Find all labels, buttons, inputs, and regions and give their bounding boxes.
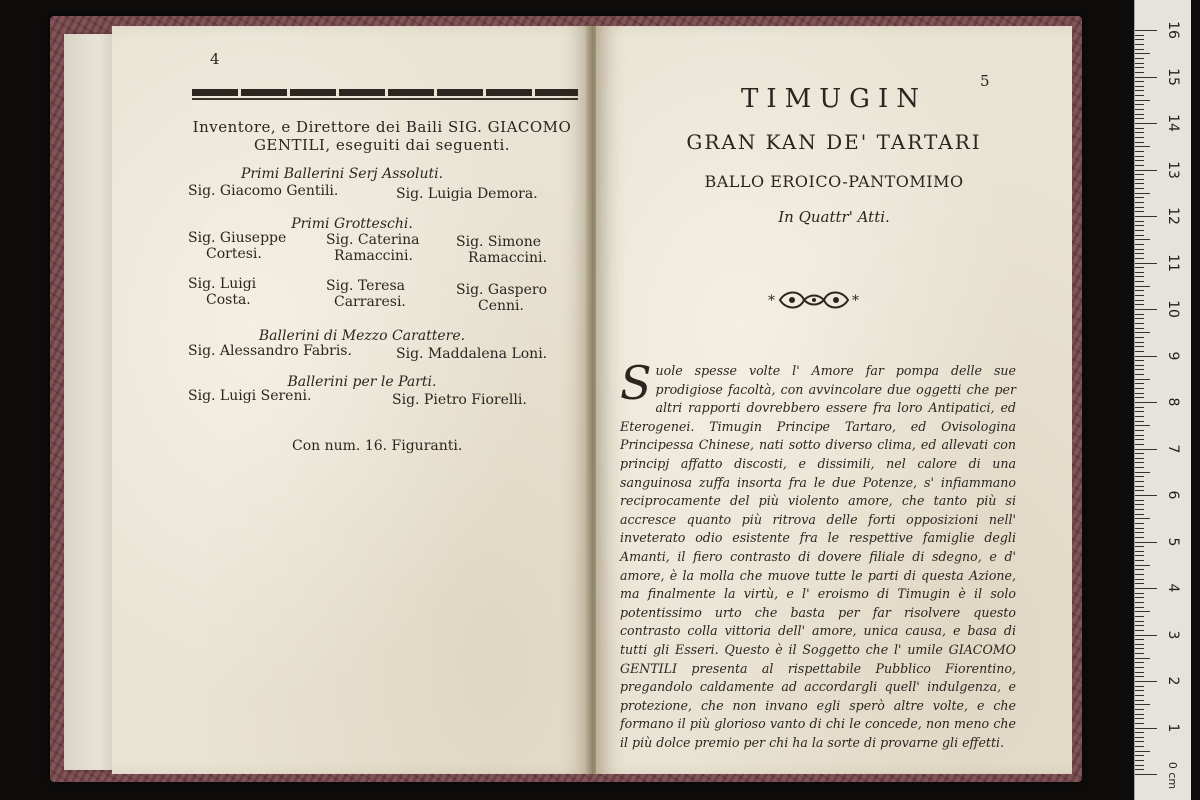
ruler-number: 3 [1165,630,1181,639]
ruler-tick [1135,500,1144,501]
ruler-tick [1135,146,1150,147]
ruler-tick [1135,86,1144,87]
ruler-tick [1135,560,1144,561]
ruler-tick [1135,518,1150,519]
ruler-number: 11 [1165,253,1181,272]
cast-name: Sig. Teresa [326,278,405,294]
ruler-tick [1135,514,1144,515]
ruler-tick [1135,425,1150,426]
ruler-tick [1135,569,1144,570]
header-line-1: Inventore, e Direttore dei Baili SIG. GIACOMO [192,118,572,136]
ruler-tick [1135,416,1144,417]
ruler-tick [1135,435,1144,436]
ruler-tick [1135,611,1150,612]
ruler-tick [1135,156,1144,157]
cast-name: Sig. Alessandro Fabris. [188,343,352,359]
section-title: Primi Grotteschi. [291,216,413,232]
ruler-tick [1135,249,1144,250]
ruler-tick [1135,746,1144,747]
ruler-tick [1135,165,1144,166]
cast-name: Carraresi. [334,294,406,310]
decorative-rule [192,89,578,96]
ruler-number: 5 [1165,537,1181,546]
ruler-tick [1135,695,1144,696]
cast-name: Costa. [206,292,251,308]
ruler-tick [1135,114,1144,115]
ruler-tick [1135,151,1144,152]
ruler-tick [1135,486,1144,487]
ruler-tick [1135,276,1144,277]
cast-name: Sig. Simone [456,234,542,250]
ornament-icon [766,284,862,316]
ruler-tick [1135,104,1144,105]
ruler-tick [1135,458,1144,459]
ruler-number: 10 [1165,300,1181,318]
ruler-tick [1135,290,1144,291]
ruler-number: 2 [1165,676,1181,686]
ruler-tick [1135,444,1144,445]
ruler-tick [1135,365,1144,366]
ruler-tick [1135,90,1144,91]
ruler-tick [1135,700,1144,701]
ruler-tick [1135,314,1144,315]
ruler-tick [1135,216,1157,217]
ruler-tick [1135,760,1144,761]
ruler-tick [1135,174,1144,175]
ruler-tick [1135,481,1144,482]
ruler-tick [1135,197,1144,198]
ruler-tick [1135,472,1150,473]
ruler-tick [1135,439,1144,440]
ruler-number: 15 [1165,67,1181,86]
ruler-tick [1135,704,1150,705]
ruler-tick [1135,142,1144,143]
ruler-tick [1135,263,1157,264]
cast-name: Ramaccini. [468,250,547,266]
ruler-tick [1135,267,1144,268]
ruler-tick [1135,328,1144,329]
ruler-tick [1135,551,1144,552]
ruler-tick [1135,323,1144,324]
ruler-tick [1135,100,1150,101]
ruler-tick [1135,318,1144,319]
ruler-tick [1135,621,1144,622]
ruler-tick [1135,379,1150,380]
ruler-tick [1135,188,1144,189]
cast-name: Sig. Giacomo Gentili. [188,183,339,199]
ruler-tick [1135,658,1150,659]
cast-name: Sig. Giuseppe [188,230,287,246]
ruler-tick [1135,225,1144,226]
ruler-unit: 0 cm [1166,761,1180,790]
ruler-tick [1135,453,1144,454]
ruler-tick [1135,30,1157,31]
ruler-tick [1135,607,1144,608]
right-page [596,26,1072,774]
ruler-tick [1135,388,1144,389]
ballet-argument [620,356,1016,752]
ruler-tick [1135,258,1144,259]
ruler-number: 12 [1165,207,1181,225]
ruler-tick [1135,63,1144,64]
ruler-tick [1135,593,1144,594]
ruler-tick [1135,411,1144,412]
ruler-tick [1135,383,1144,384]
ruler-tick [1135,72,1144,73]
ruler-tick [1135,67,1144,68]
measurement-ruler [1134,0,1191,800]
ballet-subtitle: GRAN KAN DE' TARTARI [686,130,982,154]
ruler-tick [1135,128,1144,129]
ruler-tick [1135,53,1150,54]
ruler-tick [1135,723,1144,724]
ruler-tick [1135,179,1144,180]
ruler-tick [1135,667,1144,668]
cast-name: Cenni. [478,298,524,314]
ruler-tick [1135,648,1144,649]
ruler-tick [1135,653,1144,654]
ruler-tick [1135,337,1144,338]
ruler-tick [1135,574,1144,575]
ruler-tick [1135,346,1144,347]
ruler-tick [1135,374,1144,375]
ruler-tick [1135,230,1144,231]
ruler-tick [1135,751,1150,752]
ruler-tick [1135,239,1150,240]
ruler-tick [1135,342,1144,343]
ruler-tick [1135,774,1157,775]
ruler-tick [1135,602,1144,603]
ruler-number: 4 [1165,583,1181,593]
ruler-tick [1135,630,1144,631]
header-line-2: GENTILI, eseguiti dai seguenti. [253,136,511,154]
ruler-tick [1135,728,1157,729]
ruler-tick [1135,718,1144,719]
ruler-tick [1135,509,1144,510]
ruler-tick [1135,300,1144,301]
ruler-number: 16 [1165,21,1181,39]
ruler-tick [1135,402,1157,403]
ruler-number: 13 [1165,160,1181,179]
cast-name: Sig. Pietro Fiorelli. [392,392,527,408]
ruler-tick [1135,351,1144,352]
ruler-tick [1135,407,1144,408]
ruler-number: 1 [1165,723,1181,732]
ruler-tick [1135,109,1144,110]
ruler-tick [1135,170,1157,171]
cast-name: Sig. Luigi [188,276,257,292]
ruler-tick [1135,686,1144,687]
ruler-tick [1135,369,1144,370]
ruler-tick [1135,714,1144,715]
ruler-tick [1135,39,1144,40]
ruler-tick [1135,356,1157,357]
ruler-tick [1135,467,1144,468]
ruler-tick [1135,207,1144,208]
ballet-genre: BALLO EROICO-PANTOMIMO [704,172,964,191]
ruler-tick [1135,430,1144,431]
ruler-tick [1135,542,1157,543]
ruler-tick [1135,132,1144,133]
cast-name: Sig. Luigia Demora. [396,186,538,202]
figuranti-note: Con num. 16. Figuranti. [292,438,463,454]
ruler-tick [1135,244,1144,245]
ruler-tick [1135,644,1144,645]
cast-name: Ramaccini. [334,248,413,264]
ruler-number: 6 [1165,490,1181,500]
ruler-tick [1135,81,1144,82]
ruler-tick [1135,360,1144,361]
ruler-tick [1135,565,1150,566]
ruler-tick [1135,709,1144,710]
ruler-tick [1135,332,1150,333]
ruler-tick [1135,295,1144,296]
ballet-title: TIMUGIN [741,84,927,114]
ruler-tick [1135,462,1144,463]
svg-text:*: * [768,293,775,309]
ruler-tick [1135,137,1144,138]
ruler-tick [1135,755,1144,756]
ruler-tick [1135,583,1144,584]
ruler-tick [1135,449,1157,450]
ruler-tick [1135,579,1144,580]
argument-text: uole spesse volte l' Amore far pompa delle sue prodigiose facoltà, con avvincolare due oggetti che per altri rapporti dovrebbero essere fra loro Antipatici, ed Eterogenei. Timugin Principe Tartaro, ed Ovisologina Principessa Chinese, nati sotto diverso clima, ed allevati con principj affatto discosti, e dissimili, nel calore di una sanguinosa zuffa insorta fra le due Potenze, s' infiammano reciprocamente del più violento amore, che tanto più si accresce quanto più ritrova delle forti opposizioni nell' inveterato odio esistente fra le respettive famiglie degli Amanti, il fiero contrasto di dovere filiale di sdegno, e d' amore, è la molla che muove tutte le parti di questa Azione, ma finalmente la virtù, e l' eroismo di Timugin è il solo potentissimo urto che basta per far risolvere questo contrasto colla vittoria dell' amore, unica causa, e basa di tutti gli Esseri. Questo è il Soggetto che l' umile GIACOMO GENTILI presenta al rispettabile Pubblico Fiorentino, pregandolo caldamente ad accordargli quell' indulgenza, e protezione, che non invano egli sperò altre volte, e che formano il più glorioso vanto di chi le concede, non meno che il più dolce premio per chi ha la sorte di provarne gli effetti. [620,363,1016,750]
ruler-tick [1135,281,1144,282]
ruler-tick [1135,253,1144,254]
section-title: Primi Ballerini Serj Assoluti. [240,166,444,182]
ruler-tick [1135,597,1144,598]
ruler-tick [1135,769,1144,770]
section-title: Ballerini per le Parti. [287,374,437,390]
cast-name: Sig. Caterina [326,232,420,248]
ruler-tick [1135,732,1144,733]
ruler-tick [1135,555,1144,556]
ruler-tick [1135,532,1144,533]
ruler-tick [1135,528,1144,529]
ballet-acts: In Quattr' Atti. [778,208,890,226]
page-number-left: 4 [210,50,220,68]
ruler-tick [1135,235,1144,236]
ruler-tick [1135,95,1144,96]
ruler-tick [1135,490,1144,491]
ruler-tick [1135,690,1144,691]
ruler-tick [1135,546,1144,547]
ruler-number: 7 [1165,444,1181,453]
svg-text:*: * [852,293,859,309]
ruler-tick [1135,737,1144,738]
ruler-tick [1135,588,1157,589]
ruler-tick [1135,616,1144,617]
ruler-tick [1135,625,1144,626]
ruler-tick [1135,537,1144,538]
header-block [172,118,592,154]
ruler-number: 8 [1165,397,1181,407]
ruler-tick [1135,193,1150,194]
ruler-tick [1135,304,1144,305]
ruler-tick [1135,662,1144,663]
ruler-tick [1135,160,1144,161]
ruler-tick [1135,397,1144,398]
ruler-tick [1135,183,1144,184]
ruler-tick [1135,741,1144,742]
ruler-number: 9 [1165,351,1181,360]
ruler-tick [1135,393,1144,394]
ruler-tick [1135,35,1144,36]
ruler-tick [1135,635,1157,636]
ruler-tick [1135,495,1157,496]
cast-name: Sig. Maddalena Loni. [396,346,548,362]
page-number-right: 5 [980,72,990,90]
ruler-number: 14 [1165,114,1181,132]
ruler-tick [1135,58,1144,59]
ruler-tick [1135,272,1144,273]
left-page [112,26,590,774]
ruler-tick [1135,202,1144,203]
ruler-tick [1135,523,1144,524]
ruler-tick [1135,286,1150,287]
ruler-tick [1135,118,1144,119]
ruler-tick [1135,49,1144,50]
ruler-tick [1135,639,1144,640]
ruler-tick [1135,221,1144,222]
ruler-tick [1135,77,1157,78]
ruler-tick [1135,211,1144,212]
ruler-tick [1135,765,1144,766]
ruler-tick [1135,309,1157,310]
ruler-tick [1135,123,1157,124]
ruler-tick [1135,476,1144,477]
ruler-tick [1135,672,1144,673]
drop-cap: S [620,356,652,410]
section-title: Ballerini di Mezzo Carattere. [258,328,466,344]
ruler-tick [1135,504,1144,505]
ruler-tick [1135,44,1144,45]
cast-name: Sig. Gaspero [456,282,548,298]
cast-name: Sig. Luigi Sereni. [188,388,312,404]
ruler-tick [1135,681,1157,682]
ruler-tick [1135,421,1144,422]
cast-name: Cortesi. [206,246,262,262]
ruler-tick [1135,676,1144,677]
